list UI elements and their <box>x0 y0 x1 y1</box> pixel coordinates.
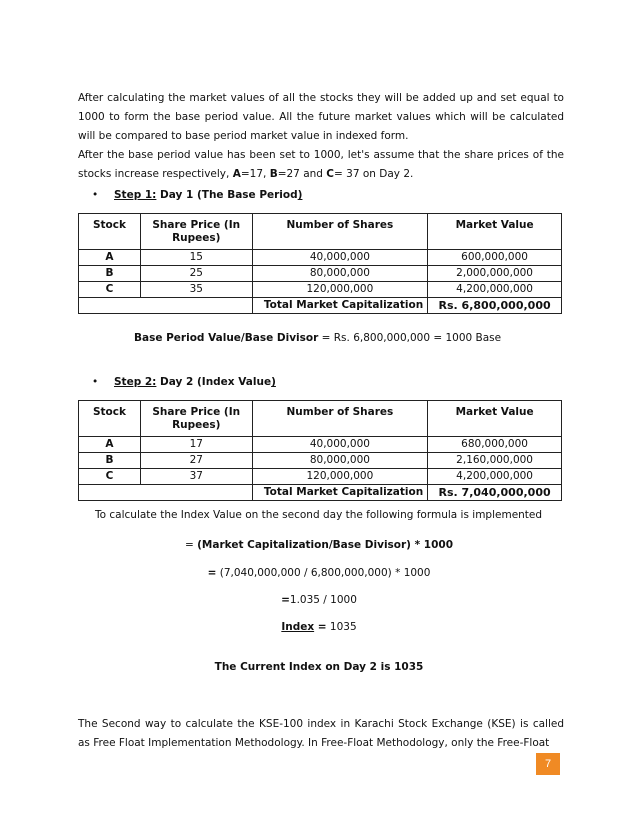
conclusion-line: The Current Index on Day 2 is 1035 <box>214 661 424 673</box>
total-label: Total Market Capitalization <box>252 298 428 314</box>
formula-line-2: = (7,040,000,000 / 6,800,000,000) * 1000 <box>207 567 431 579</box>
formula-intro: To calculate the Index Value on the second day the following formula is implemented <box>95 509 543 521</box>
outro-paragraph: The Second way to calculate the KSE-100 index in Karachi Stock Exchange (KSE) is called as Free Float Implementation Methodology. In Free-Float Methodology, only the Free-Float <box>78 718 564 749</box>
header-stock: Stock <box>79 214 141 250</box>
formula-line-1: = (Market Capitalization/Base Divisor) * 1000 <box>184 539 454 551</box>
total-row <box>79 298 562 314</box>
table-row: C 35 120,000,000 4,200,000,000 <box>79 282 562 298</box>
step-2-heading: • Step 2: Day 2 (Index Value) <box>92 376 276 388</box>
table-row: A 15 40,000,000 600,000,000 <box>79 250 562 266</box>
table-row: B 27 80,000,000 2,160,000,000 <box>79 453 562 469</box>
page-number-badge: 7 <box>536 753 560 775</box>
step-1-heading: • Step 1: Day 1 (The Base Period) <box>92 189 303 201</box>
total-value: Rs. 6,800,000,000 <box>428 298 562 314</box>
bullet-icon: • <box>92 376 99 388</box>
base-divisor-line: Base Period Value/Base Divisor = Rs. 6,800,000,000 = 1000 Base <box>134 332 502 344</box>
table-header-row <box>79 214 562 250</box>
day-2-table <box>78 400 562 501</box>
header-share-price: Share Price (In Rupees) <box>140 401 252 437</box>
total-label: Total Market Capitalization <box>252 485 428 501</box>
header-number-of-shares: Number of Shares <box>252 214 428 250</box>
day-1-table <box>78 213 562 314</box>
intro-paragraph-2: After the base period value has been set to 1000, let's assume that the share prices of the stocks increase respectively, A=17, B=27 and C= 37 on Day 2. <box>78 149 564 180</box>
header-share-price: Share Price (In Rupees) <box>140 214 252 250</box>
total-value: Rs. 7,040,000,000 <box>428 485 562 501</box>
header-number-of-shares: Number of Shares <box>252 401 428 437</box>
index-result-line: Index = 1035 <box>281 621 357 633</box>
formula-line-3: =1.035 / 1000 <box>281 594 357 606</box>
table-header-row <box>79 401 562 437</box>
header-market-value: Market Value <box>428 401 562 437</box>
bullet-icon: • <box>92 189 99 201</box>
table-row: B 25 80,000,000 2,000,000,000 <box>79 266 562 282</box>
table-row: A 17 40,000,000 680,000,000 <box>79 437 562 453</box>
table-row: C 37 120,000,000 4,200,000,000 <box>79 469 562 485</box>
intro-paragraph-1: After calculating the market values of all the stocks they will be added up and set equal to 1000 to form the base period value. All the future market values which will be calculated will be compared to base period market value in indexed form. <box>78 92 564 142</box>
total-row <box>79 485 562 501</box>
header-market-value: Market Value <box>428 214 562 250</box>
header-stock: Stock <box>79 401 141 437</box>
